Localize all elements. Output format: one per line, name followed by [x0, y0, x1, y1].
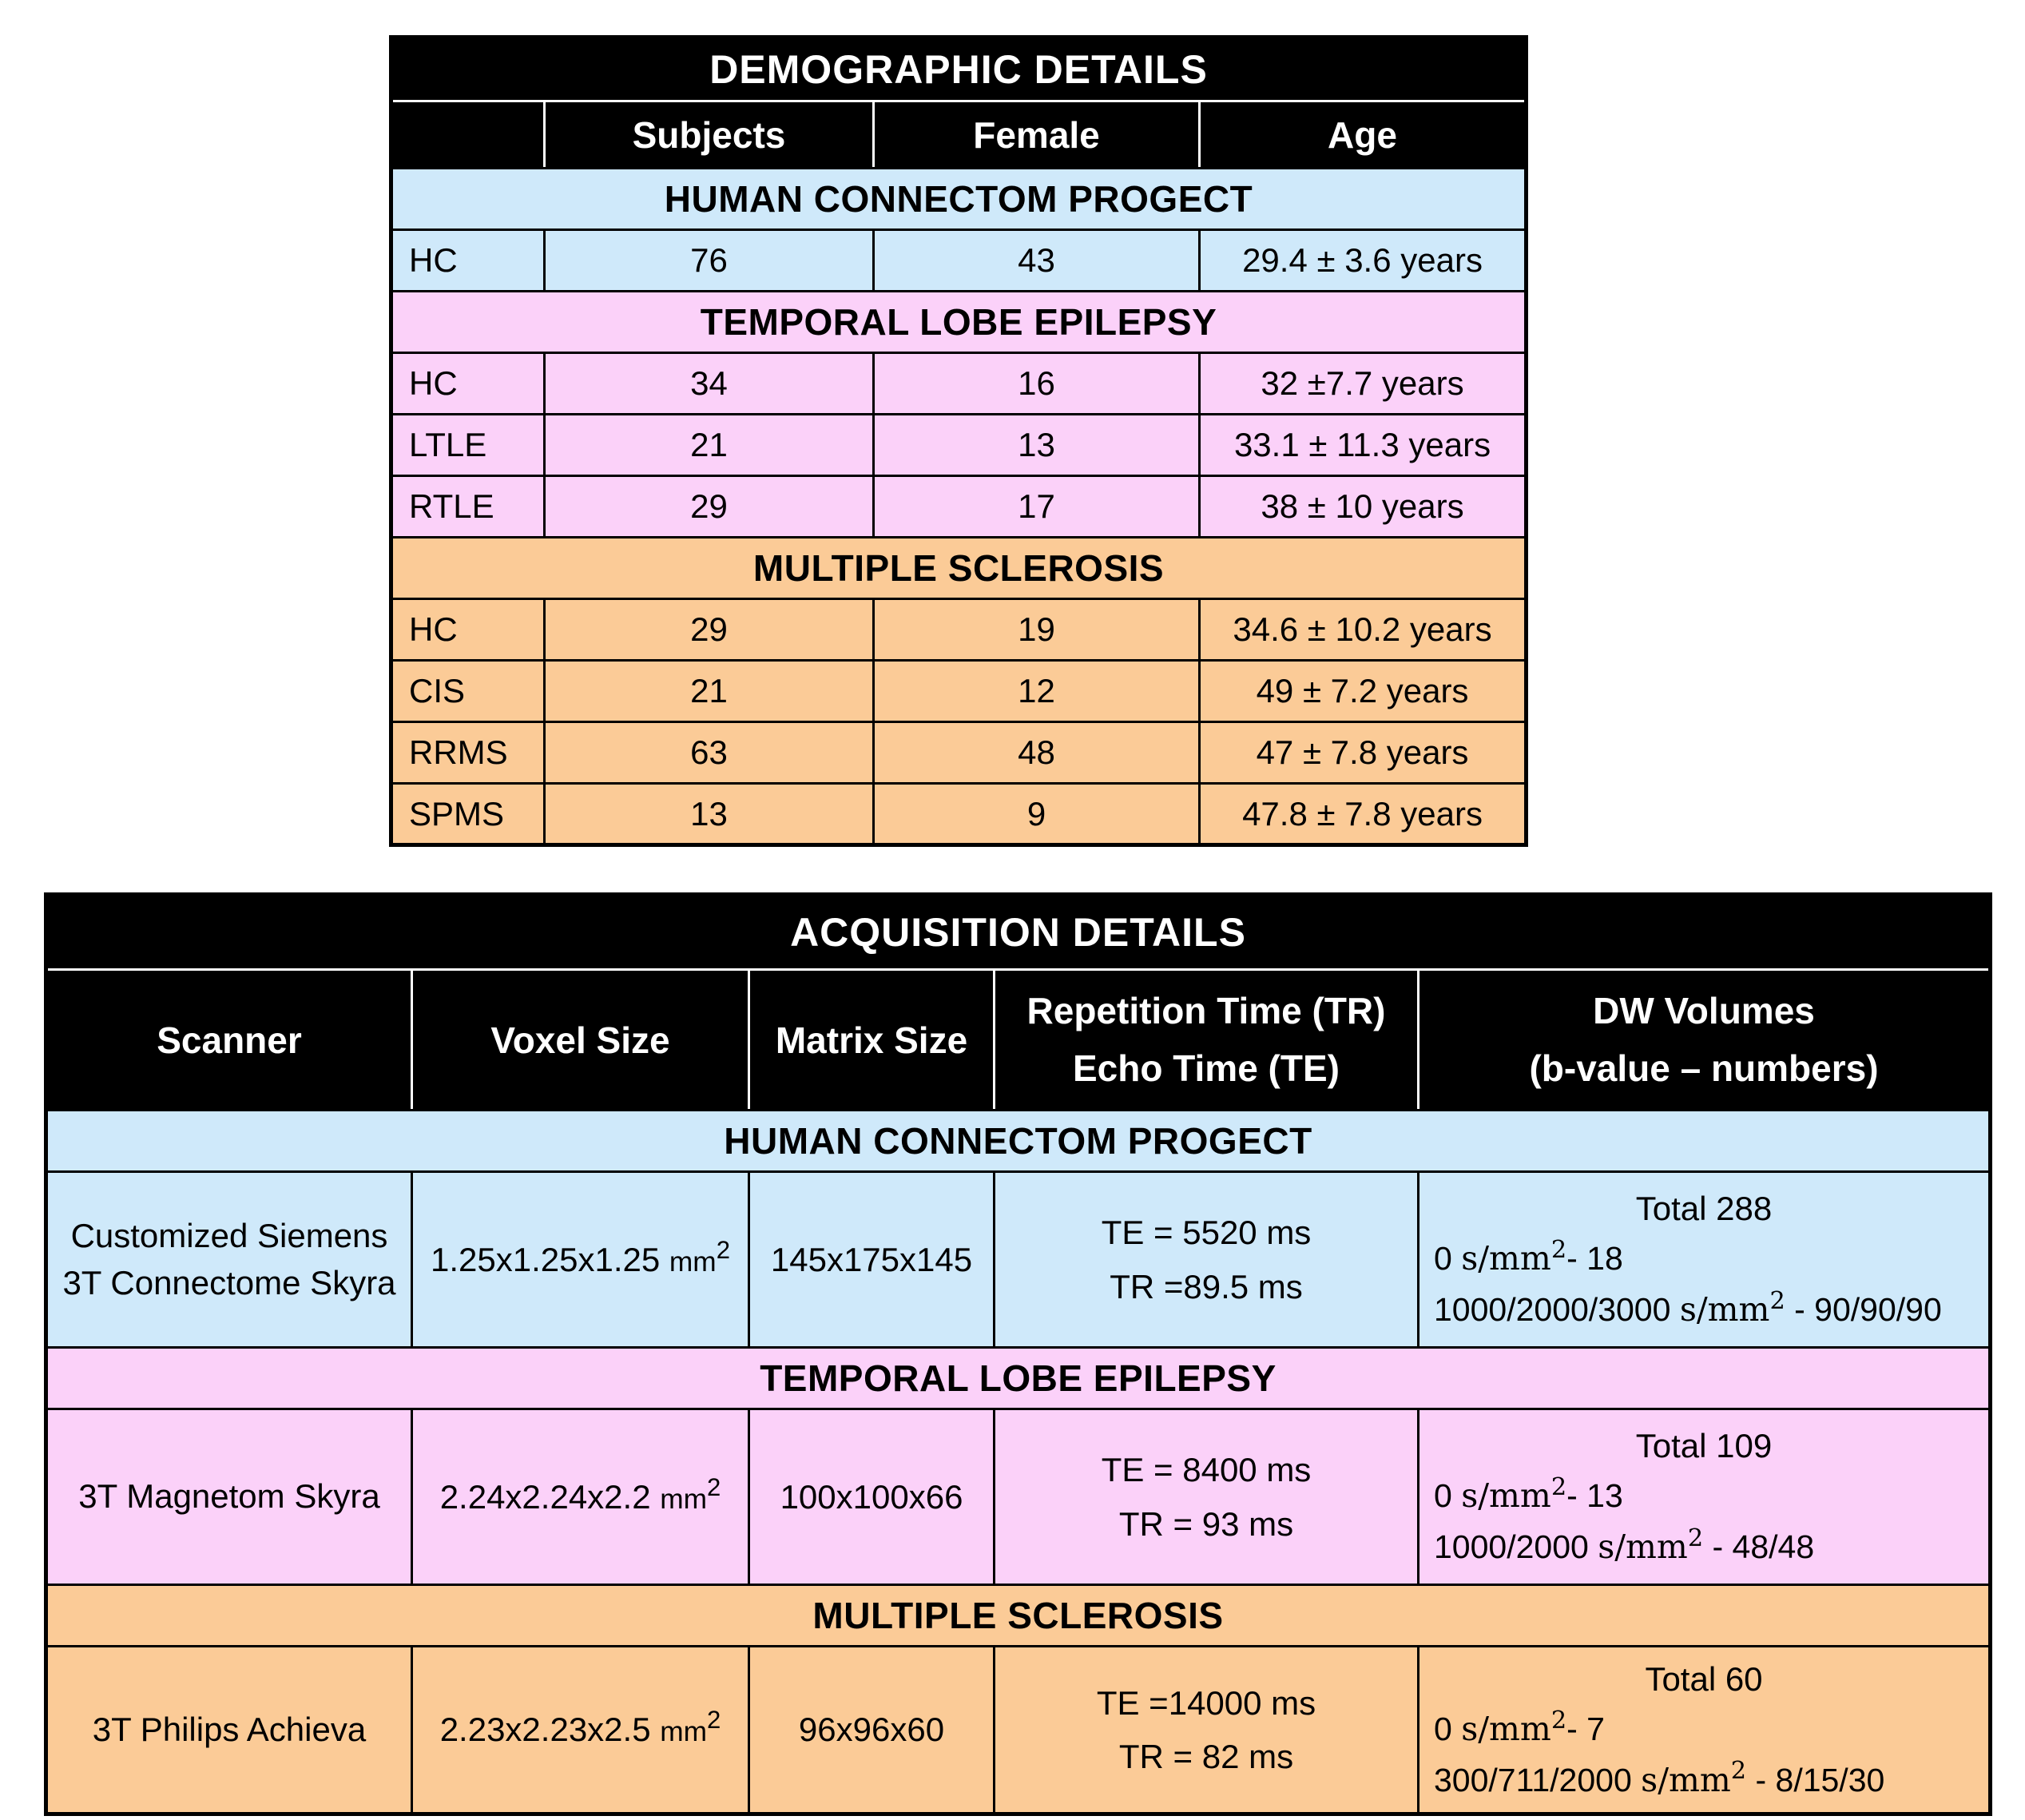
- dw-total: Total 288: [1635, 1190, 1773, 1228]
- acq-col-scanner: Scanner: [46, 970, 412, 1111]
- demographic-title: DEMOGRAPHIC DETAILS: [391, 38, 1527, 101]
- dw-b0-exponent: 2: [1551, 1706, 1567, 1735]
- dw-b0-unit: s/mm: [1461, 1239, 1551, 1278]
- table-row: [391, 722, 1527, 784]
- table-row: [391, 230, 1527, 292]
- row-label: LTLE: [391, 415, 545, 476]
- acq-section-title-hcp: HUMAN CONNECTOM PROGECT: [46, 1111, 1991, 1172]
- table-row: [46, 1409, 1991, 1585]
- row-label: RTLE: [391, 476, 545, 538]
- acquisition-header-row: [46, 970, 1991, 1111]
- section-title-ms: MULTIPLE SCLEROSIS: [391, 538, 1527, 599]
- cell-subjects: 63: [545, 722, 874, 784]
- dw-b0-count: - 13: [1566, 1477, 1623, 1515]
- cell-female: 16: [874, 353, 1200, 415]
- cell-female: 19: [874, 599, 1200, 661]
- dw-b0-line: [1419, 1234, 1988, 1285]
- acq-col-matrix: Matrix Size: [749, 970, 995, 1111]
- cell-subjects: 13: [545, 784, 874, 845]
- cell-scanner: [46, 1647, 412, 1814]
- dw-b0-exponent: 2: [1551, 1236, 1567, 1265]
- voxel-unit: mm: [669, 1246, 717, 1278]
- cell-age: 47 ± 7.8 years: [1200, 722, 1527, 784]
- section-title-tle: TEMPORAL LOBE EPILEPSY: [391, 292, 1527, 353]
- table-row: [391, 476, 1527, 538]
- cell-dw-volumes: [1419, 1647, 1991, 1814]
- demo-col-subjects: Subjects: [545, 101, 874, 169]
- cell-tr-te: [995, 1172, 1419, 1348]
- cell-subjects: 21: [545, 415, 874, 476]
- dw-bvalues-exponent: 2: [1687, 1524, 1704, 1552]
- dw-b0-pre: 0: [1434, 1240, 1462, 1278]
- dw-bvalues-count: - 8/15/30: [1746, 1761, 1885, 1798]
- acq-col-dw-line2: (b-value – numbers): [1529, 1047, 1879, 1089]
- table-row: [391, 784, 1527, 845]
- dw-bvalues-count: - 90/90/90: [1785, 1291, 1942, 1328]
- row-label: RRMS: [391, 722, 545, 784]
- cell-age: 47.8 ± 7.8 years: [1200, 784, 1527, 845]
- acq-col-reptime-line1: Repetition Time (TR): [1026, 990, 1386, 1032]
- demo-col-female: Female: [874, 101, 1200, 169]
- dw-bvalues-pre: 1000/2000: [1434, 1528, 1598, 1565]
- te-value: TE =14000 ms: [1096, 1683, 1316, 1722]
- cell-subjects: 29: [545, 599, 874, 661]
- section-band-tle: [391, 292, 1527, 353]
- scanner-line1: 3T Philips Achieva: [92, 1710, 367, 1748]
- dw-b0-unit: s/mm: [1461, 1476, 1551, 1516]
- cell-age: 34.6 ± 10.2 years: [1200, 599, 1527, 661]
- acquisition-title: ACQUISITION DETAILS: [46, 895, 1991, 970]
- demographic-details-table: [389, 35, 1528, 847]
- dw-bvalues-exponent: 2: [1769, 1286, 1785, 1315]
- cell-age: 33.1 ± 11.3 years: [1200, 415, 1527, 476]
- row-label: HC: [391, 599, 545, 661]
- cell-age: 38 ± 10 years: [1200, 476, 1527, 538]
- acq-col-dw-line1: DW Volumes: [1593, 990, 1815, 1032]
- cell-scanner: [46, 1172, 412, 1348]
- dw-total: Total 109: [1635, 1427, 1773, 1465]
- dw-b0-pre: 0: [1434, 1710, 1462, 1747]
- dw-bvalues-line: [1419, 1522, 1988, 1573]
- dw-bvalues-count: - 48/48: [1703, 1528, 1815, 1565]
- row-label: HC: [391, 353, 545, 415]
- scanner-line1: Customized Siemens: [70, 1216, 388, 1254]
- section-band-hcp: [391, 169, 1527, 230]
- row-label: HC: [391, 230, 545, 292]
- demographic-title-row: [391, 38, 1527, 101]
- voxel-value: 2.23x2.23x2.5: [439, 1711, 661, 1748]
- cell-female: 9: [874, 784, 1200, 845]
- acq-col-dw: [1419, 970, 1991, 1111]
- acq-col-voxel: Voxel Size: [412, 970, 749, 1111]
- scanner-line1: 3T Magnetom Skyra: [78, 1477, 380, 1516]
- cell-scanner: [46, 1409, 412, 1585]
- te-value: TE = 8400 ms: [1101, 1451, 1312, 1489]
- section-title-hcp: HUMAN CONNECTOM PROGECT: [391, 169, 1527, 230]
- voxel-unit: mm: [660, 1483, 707, 1515]
- cell-matrix-size: 145x175x145: [749, 1172, 995, 1348]
- scanner-line2: 3T Connectome Skyra: [62, 1263, 396, 1301]
- dw-b0-pre: 0: [1434, 1477, 1462, 1515]
- table-row: [46, 1172, 1991, 1348]
- voxel-exponent: 2: [707, 1706, 721, 1735]
- cell-matrix-size: 96x96x60: [749, 1647, 995, 1814]
- cell-age: 49 ± 7.2 years: [1200, 661, 1527, 722]
- dw-b0-exponent: 2: [1551, 1473, 1567, 1502]
- acq-section-title-tle: TEMPORAL LOBE EPILEPSY: [46, 1348, 1991, 1409]
- table-row: [391, 599, 1527, 661]
- cell-female: 48: [874, 722, 1200, 784]
- cell-matrix-size: 100x100x66: [749, 1409, 995, 1585]
- dw-b0-unit: s/mm: [1461, 1709, 1551, 1748]
- dw-bvalues-unit: s/mm: [1598, 1528, 1688, 1566]
- cell-tr-te: [995, 1409, 1419, 1585]
- cell-female: 17: [874, 476, 1200, 538]
- tr-value: TR =89.5 ms: [1110, 1267, 1303, 1305]
- acq-section-band-tle: [46, 1348, 1991, 1409]
- dw-bvalues-pre: 1000/2000/3000: [1434, 1291, 1680, 1328]
- cell-female: 13: [874, 415, 1200, 476]
- demographic-header-row: [391, 101, 1527, 169]
- cell-tr-te: [995, 1647, 1419, 1814]
- acq-section-band-ms: [46, 1585, 1991, 1647]
- demo-col-age: Age: [1200, 101, 1527, 169]
- table-row: [391, 415, 1527, 476]
- voxel-exponent: 2: [716, 1235, 730, 1264]
- acq-section-title-ms: MULTIPLE SCLEROSIS: [46, 1585, 1991, 1647]
- dw-b0-line: [1419, 1704, 1988, 1755]
- dw-b0-count: - 7: [1566, 1710, 1605, 1747]
- table-row: [46, 1647, 1991, 1814]
- dw-bvalues-unit: s/mm: [1679, 1290, 1770, 1329]
- voxel-value: 2.24x2.24x2.2: [439, 1477, 661, 1516]
- dw-bvalues-line: [1419, 1285, 1988, 1336]
- section-band-ms: [391, 538, 1527, 599]
- dw-bvalues-pre: 300/711/2000: [1434, 1761, 1642, 1798]
- acq-col-reptime: [995, 970, 1419, 1111]
- cell-subjects: 21: [545, 661, 874, 722]
- cell-dw-volumes: [1419, 1409, 1991, 1585]
- dw-bvalues-line: [1419, 1755, 1988, 1806]
- dw-total: Total 60: [1645, 1659, 1763, 1698]
- cell-subjects: 29: [545, 476, 874, 538]
- dw-b0-line: [1419, 1471, 1988, 1522]
- cell-subjects: 34: [545, 353, 874, 415]
- tr-value: TR = 82 ms: [1118, 1738, 1294, 1775]
- cell-age: 29.4 ± 3.6 years: [1200, 230, 1527, 292]
- demo-corner-cell: [391, 101, 545, 169]
- cell-voxel-size: [412, 1172, 749, 1348]
- te-value: TE = 5520 ms: [1101, 1214, 1312, 1252]
- cell-voxel-size: [412, 1647, 749, 1814]
- acquisition-title-row: [46, 895, 1991, 970]
- dw-bvalues-unit: s/mm: [1641, 1760, 1731, 1799]
- row-label: SPMS: [391, 784, 545, 845]
- acq-section-band-hcp: [46, 1111, 1991, 1172]
- cell-female: 43: [874, 230, 1200, 292]
- cell-age: 32 ±7.7 years: [1200, 353, 1527, 415]
- acquisition-details-table: [44, 892, 1992, 1816]
- dw-bvalues-exponent: 2: [1730, 1757, 1747, 1786]
- tr-value: TR = 93 ms: [1118, 1504, 1294, 1543]
- cell-subjects: 76: [545, 230, 874, 292]
- voxel-unit: mm: [660, 1716, 707, 1747]
- cell-female: 12: [874, 661, 1200, 722]
- cell-dw-volumes: [1419, 1172, 1991, 1348]
- cell-voxel-size: [412, 1409, 749, 1585]
- acq-col-reptime-line2: Echo Time (TE): [1073, 1047, 1340, 1089]
- table-row: [391, 353, 1527, 415]
- table-row: [391, 661, 1527, 722]
- dw-b0-count: - 18: [1566, 1240, 1623, 1278]
- voxel-value: 1.25x1.25x1.25: [431, 1240, 669, 1278]
- row-label: CIS: [391, 661, 545, 722]
- voxel-exponent: 2: [707, 1472, 721, 1501]
